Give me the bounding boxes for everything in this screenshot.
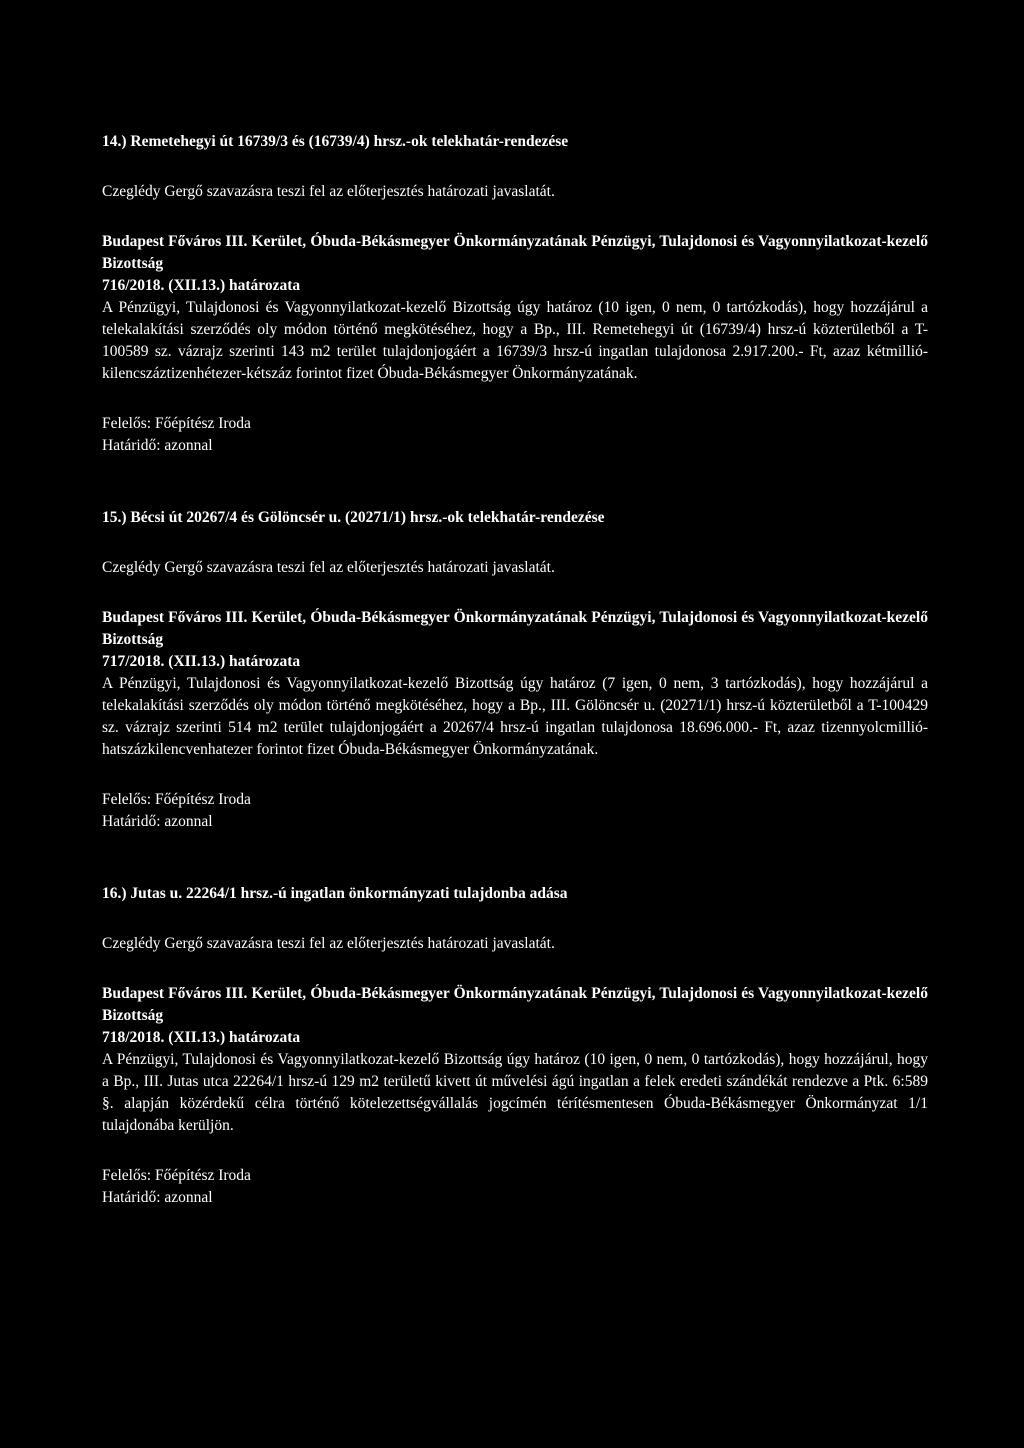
vote-proposal: Czeglédy Gergő szavazásra teszi fel az előterjesztés határozati javaslatát. (102, 559, 555, 576)
resolution-number: 716/2018. (XII.13.) határozata (102, 277, 301, 294)
resolution-number: 717/2018. (XII.13.) határozata (102, 653, 301, 670)
responsible-party: Felelős: Főépítész Iroda (102, 791, 251, 808)
resolution-meta (102, 1165, 928, 1209)
resolution-body: A Pénzügyi, Tulajdonosi és Vagyonnyilatkozat-kezelő Bizottság úgy határoz (7 igen, 0 nem, 3 tartózkodás), hogy hozzájárul a telekalakítási szerződés oly módon történő megkötéséhez, hogy a Bp., III. Gölöncsér u. (20271/1) hrsz-ú közterületből a T-100429 sz. vázrajz szerinti 514 m2 terület tulajdonjogáért a 20267/4 hrsz-ú ingatlan tulajdonosa 18.696.000.- Ft, azaz tizennyolcmillió-hatszázkilencvenhatezer forintot fizet Óbuda-Békásmegyer Önkormányzatának. (102, 675, 928, 758)
committee-name: Budapest Főváros III. Kerület, Óbuda-Békásmegyer Önkormányzatának Pénzügyi, Tulajdonosi és Vagyonnyilatkozat-kezelő Bizottság (102, 609, 928, 648)
vote-proposal: Czeglédy Gergő szavazásra teszi fel az előterjesztés határozati javaslatát. (102, 935, 555, 952)
resolution-body: A Pénzügyi, Tulajdonosi és Vagyonnyilatkozat-kezelő Bizottság úgy határoz (10 igen, 0 nem, 0 tartózkodás), hogy hozzájárul a telekalakítási szerződés oly módon történő megkötéséhez, hogy a Bp., III. Remetehegyi út (16739/4) hrsz-ú közterületből a T-100589 sz. vázrajz szerinti 143 m2 terület tulajdonjogáért a 16739/3 hrsz-ú ingatlan tulajdonosa 2.917.200.- Ft, azaz kétmillió-kilencszáztizenhétezer-kétszáz forintot fizet Óbuda-Békásmegyer Önkormányzatának. (102, 299, 928, 382)
agenda-item-16 (102, 883, 928, 1209)
responsible-party: Felelős: Főépítész Iroda (102, 415, 251, 432)
section-title: 16.) Jutas u. 22264/1 hrsz.-ú ingatlan önkormányzati tulajdonba adása (102, 885, 568, 902)
committee-name: Budapest Főváros III. Kerület, Óbuda-Békásmegyer Önkormányzatának Pénzügyi, Tulajdonosi és Vagyonnyilatkozat-kezelő Bizottság (102, 985, 928, 1024)
resolution-body: A Pénzügyi, Tulajdonosi és Vagyonnyilatkozat-kezelő Bizottság úgy határoz (10 igen, 0 nem, 0 tartózkodás), hogy hozzájárul, hogy a Bp., III. Jutas utca 22264/1 hrsz-ú 129 m2 területű kivett út művelési ágú ingatlan a felek eredeti szándékát rendezve a Ptk. 6:589 §. alapján közérdekű célra történő kötelezettségvállalás jogcímén térítésmentesen Óbuda-Békásmegyer Önkormányzat 1/1 tulajdonába kerüljön. (102, 1051, 928, 1134)
committee-name: Budapest Főváros III. Kerület, Óbuda-Békásmegyer Önkormányzatának Pénzügyi, Tulajdonosi és Vagyonnyilatkozat-kezelő Bizottság (102, 233, 928, 272)
resolution-number: 718/2018. (XII.13.) határozata (102, 1029, 301, 1046)
resolution-meta (102, 789, 928, 833)
document-page (102, 131, 928, 1209)
deadline: Határidő: azonnal (102, 437, 213, 454)
vote-proposal: Czeglédy Gergő szavazásra teszi fel az előterjesztés határozati javaslatát. (102, 183, 555, 200)
agenda-item-14 (102, 131, 928, 457)
section-title: 14.) Remetehegyi út 16739/3 és (16739/4) hrsz.-ok telekhatár-rendezése (102, 133, 569, 150)
agenda-item-15 (102, 507, 928, 833)
deadline: Határidő: azonnal (102, 1189, 213, 1206)
deadline: Határidő: azonnal (102, 813, 213, 830)
resolution-meta (102, 413, 928, 457)
section-title: 15.) Bécsi út 20267/4 és Gölöncsér u. (20271/1) hrsz.-ok telekhatár-rendezése (102, 509, 605, 526)
responsible-party: Felelős: Főépítész Iroda (102, 1167, 251, 1184)
